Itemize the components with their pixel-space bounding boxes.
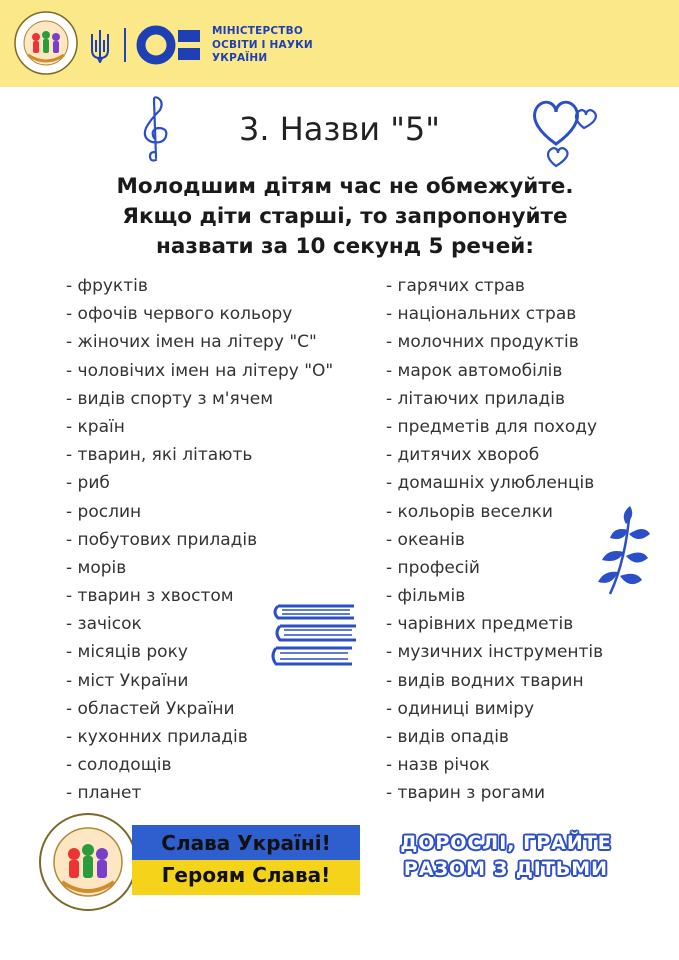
list-item: - рослин [66,501,142,522]
list-item: - предметів для походу [386,416,598,437]
list-item: - одиниці виміру [386,698,535,719]
instruction-line: назвати за 10 секунд 5 речей: [156,234,534,259]
list-item: - марок автомобілів [386,360,563,381]
list-item: - жіночих імен на літеру "С" [66,332,317,353]
list-item: - молочних продуктів [386,332,579,353]
list-item: - видів водних тварин [386,670,584,691]
leaf-branch-icon [596,500,656,596]
list-item: - фруктів [66,276,148,296]
org-logo-icon [36,812,140,912]
ministry-line: УКРАЇНИ [212,52,268,64]
category-list-right [386,272,603,808]
instruction-line: Якщо діти старші, то запропонуйте [122,204,568,229]
adults-play-slogan [376,830,636,882]
list-item: - музичних інструментів [386,642,604,663]
ministry-logo-icon [136,25,202,65]
ukraine-flag-banner [132,825,360,895]
list-item: - дитячих хвороб [386,445,540,466]
list-item: - чоловічих імен на літеру "О" [66,360,334,381]
list-item: - назв річок [386,755,490,776]
list-item: - тварин з рогами [386,783,546,804]
list-item: - домашніх улюбленців [386,473,595,494]
books-icon [270,602,360,672]
slogan-line: ДОРОСЛІ, ГРАЙТЕ [400,832,612,854]
ministry-line: ОСВІТИ І НАУКИ [212,38,313,51]
list-item: - фільмів [386,586,466,607]
list-item: - країн [66,416,125,437]
list-item: - зачісок [66,614,142,635]
list-item: - областей України [66,698,235,719]
list-item: - кухонних приладів [66,727,248,747]
list-item: - національних страв [386,304,577,325]
game-title: 3. Назви "5" [238,110,440,148]
list-item: - літаючих приладів [386,388,566,409]
list-item: - океанів [386,529,465,550]
header-divider [124,28,126,62]
list-item: - морів [66,557,127,578]
trident-icon [88,28,112,64]
list-item: - чарівних предметів [386,614,574,635]
list-item: - тварин, які літають [66,445,253,466]
list-item: - кольорів веселки [386,501,553,522]
list-item: - професій [386,557,480,578]
list-item: - видів опадів [386,727,509,747]
flag-slogan-2: Героям Слава! [161,863,331,887]
list-item: - гарячих страв [386,276,525,296]
flag-slogan-1: Слава Україні! [161,831,331,855]
list-item: - видів спорту з м'ячем [66,388,274,409]
list-item: - солодощів [66,755,172,776]
list-item: - тварин з хвостом [66,586,234,607]
list-item: - риб [66,473,110,494]
ministry-line: МІНІСТЕРСТВО [212,25,303,37]
category-list-left [66,272,333,808]
org-logo-icon [14,11,78,75]
instructions [20,172,670,262]
list-item: - офочів червого кольору [66,304,293,325]
list-item: - планет [66,783,142,804]
instruction-line: Молодшим дітям час не обмежуйте. [116,174,574,199]
slogan-line: РАЗОМ З ДІТЬМИ [403,858,609,880]
list-item: - побутових приладів [66,529,258,550]
ministry-name [212,25,372,66]
list-item: - місяців року [66,642,188,663]
list-item: - міст України [66,670,189,691]
